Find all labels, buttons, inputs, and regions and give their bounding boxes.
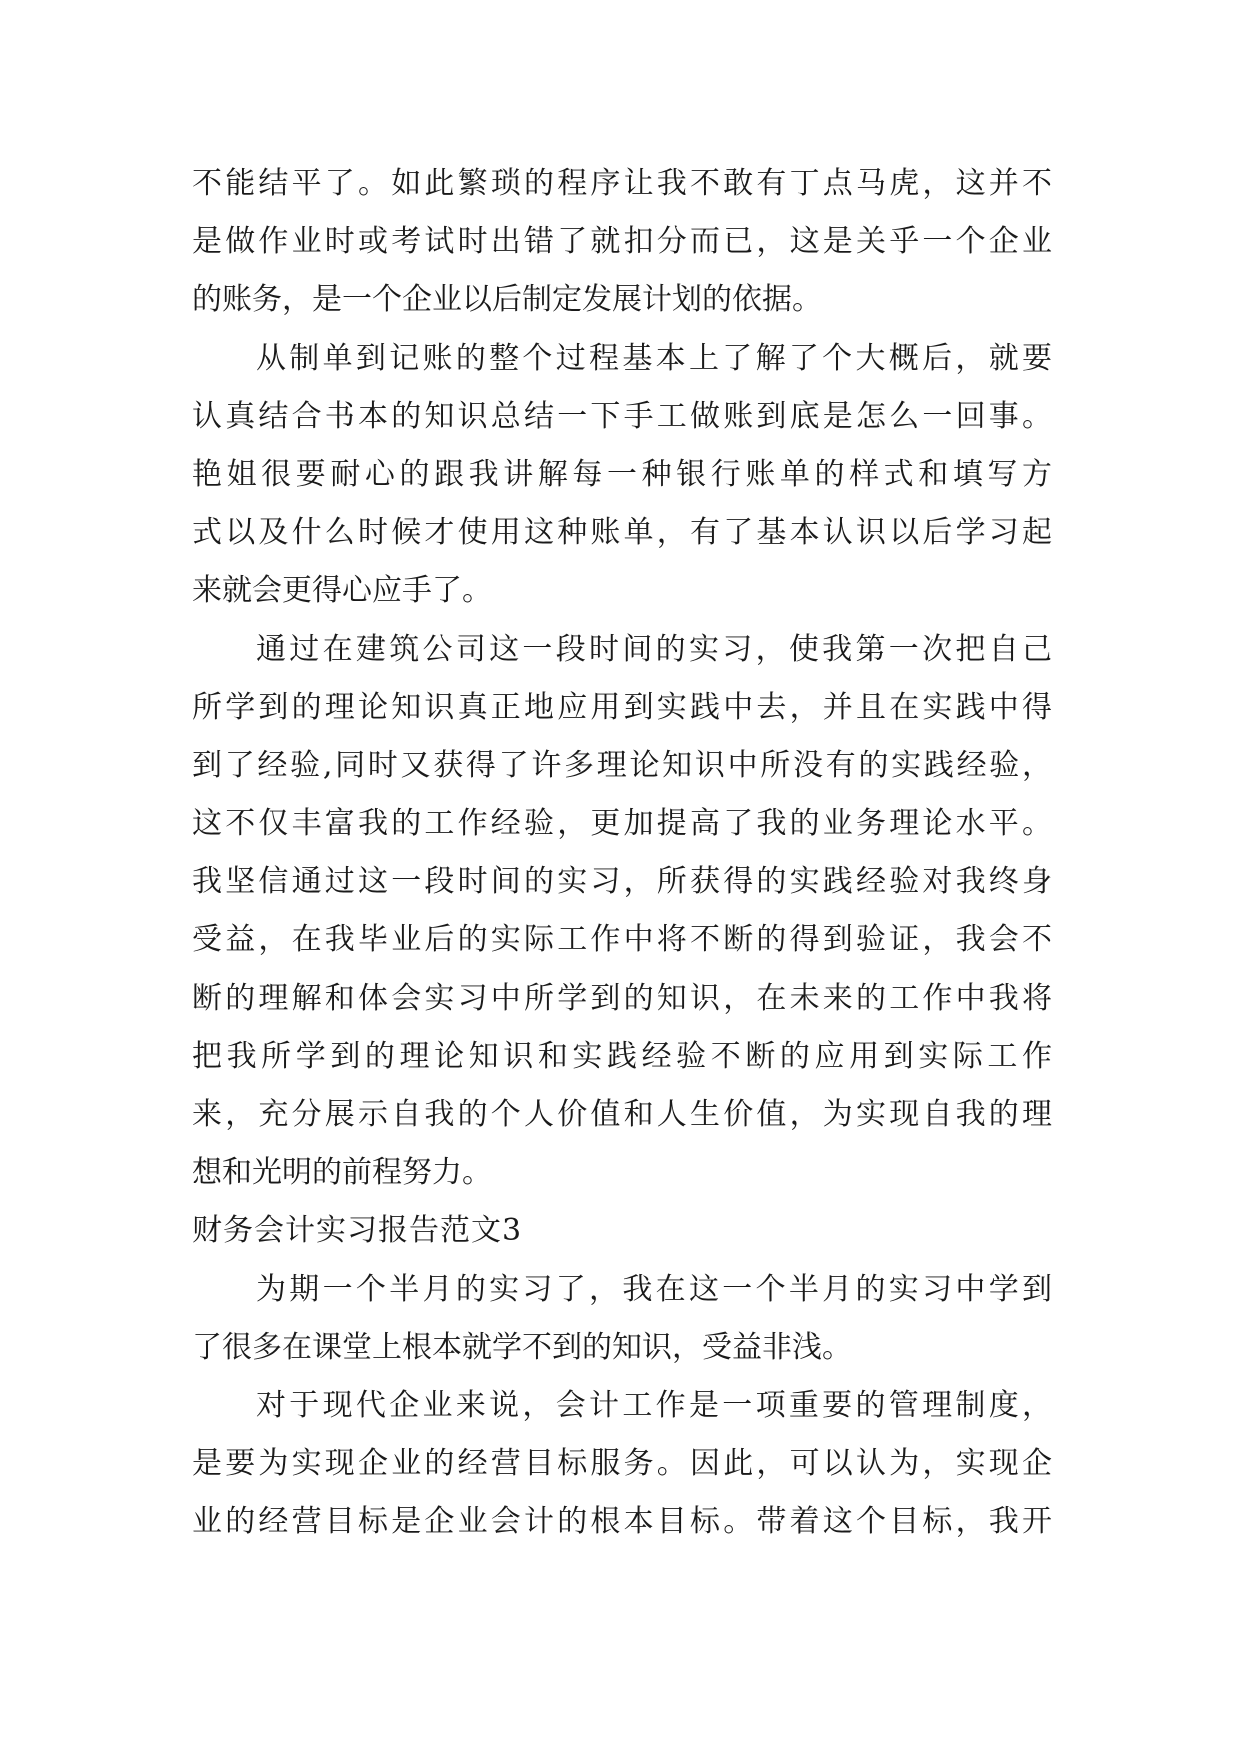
text-line: 的账务，是一个企业以后制定发展计划的依据。 [192, 282, 822, 318]
document-body [192, 155, 1052, 1552]
section-heading: 财务会计实习报告范文3 [192, 1213, 523, 1249]
text-line: 受益，在我毕业后的实际工作中将不断的得到验证，我会不 [192, 922, 1052, 958]
text-line: 我坚信通过这一段时间的实习，所获得的实践经验对我终身 [192, 864, 1052, 900]
text-line: 是要为实现企业的经营目标服务。因此，可以认为，实现企 [192, 1446, 1052, 1482]
text-line: 了很多在课堂上根本就学不到的知识，受益非浅。 [192, 1329, 852, 1365]
paragraph-first-line: 为期一个半月的实习了，我在这一个半月的实习中学到 [256, 1271, 1052, 1307]
paragraph-first-line: 对于现代企业来说，会计工作是一项重要的管理制度， [256, 1387, 1052, 1423]
text-line: 所学到的理论知识真正地应用到实践中去，并且在实践中得 [192, 689, 1052, 725]
paragraph-first-line: 通过在建筑公司这一段时间的实习，使我第一次把自己 [256, 631, 1052, 667]
text-line: 业的经营目标是企业会计的根本目标。带着这个目标，我开 [192, 1504, 1052, 1540]
text-line: 来就会更得心应手了。 [192, 573, 492, 609]
text-line: 到了经验,同时又获得了许多理论知识中所没有的实践经验， [192, 747, 1052, 783]
text-line: 来，充分展示自我的个人价值和人生价值，为实现自我的理 [192, 1097, 1052, 1132]
text-line: 断的理解和体会实习中所学到的知识，在未来的工作中我将 [192, 980, 1052, 1016]
text-line: 不能结平了。如此繁琐的程序让我不敢有丁点马虎，这并不 [192, 166, 1052, 201]
text-line: 认真结合书本的知识总结一下手工做账到底是怎么一回事。 [192, 398, 1052, 434]
text-line: 把我所学到的理论知识和实践经验不断的应用到实际工作 [192, 1038, 1052, 1074]
paragraph-first-line: 从制单到记账的整个过程基本上了解了个大概后，就要 [256, 340, 1052, 376]
text-line: 这不仅丰富我的工作经验，更加提高了我的业务理论水平。 [192, 806, 1052, 842]
text-line: 式以及什么时候才使用这种账单，有了基本认识以后学习起 [192, 515, 1052, 551]
text-line: 是做作业时或考试时出错了就扣分而已，这是关乎一个企业 [192, 224, 1052, 260]
text-line: 艳姐很要耐心的跟我讲解每一种银行账单的样式和填写方 [192, 456, 1052, 492]
text-line: 想和光明的前程努力。 [192, 1155, 492, 1191]
